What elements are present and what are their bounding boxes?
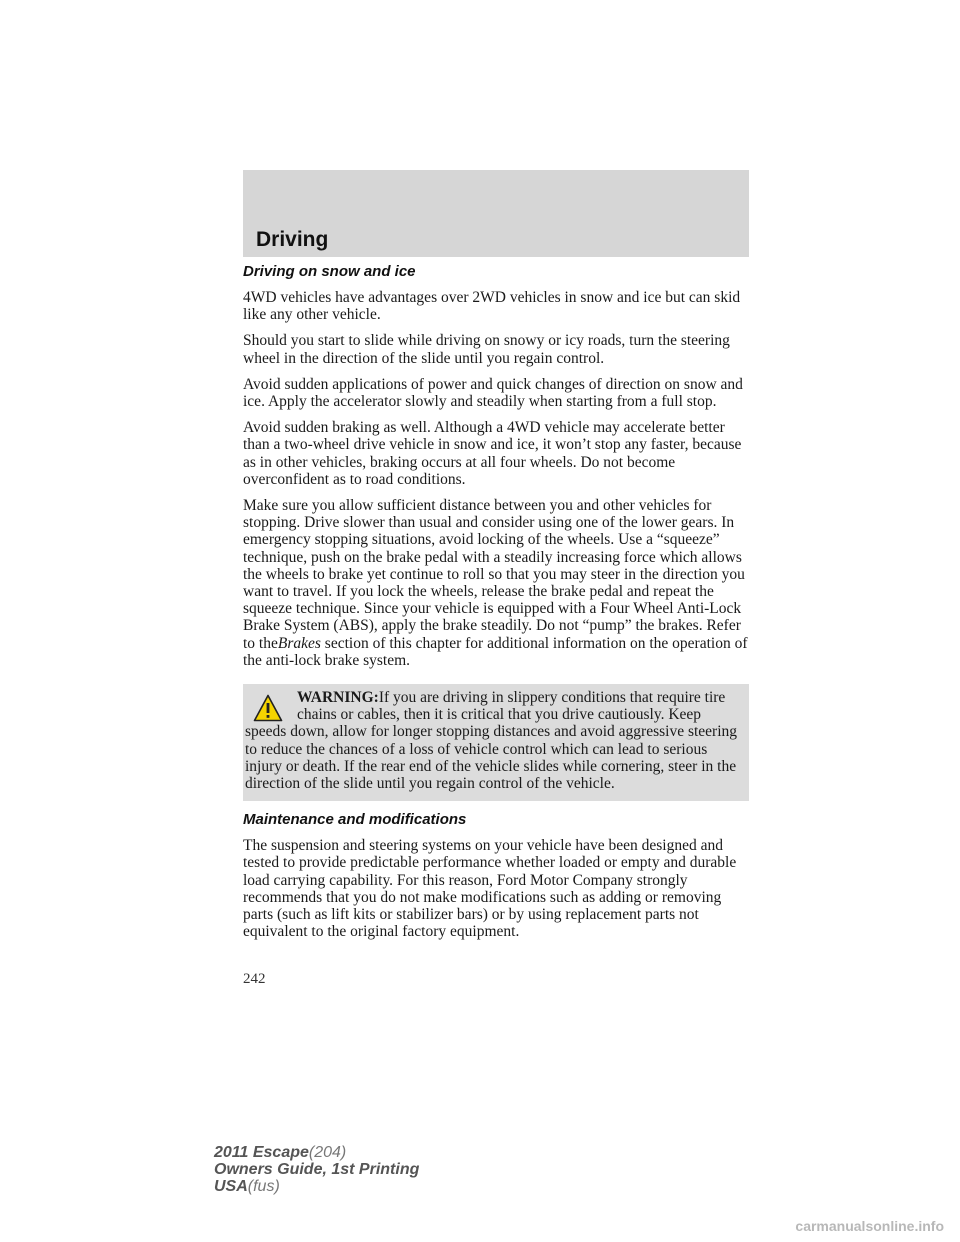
footer-market: USA	[214, 1178, 248, 1195]
section-heading-snow-ice: Driving on snow and ice	[243, 263, 416, 280]
footer-line-model	[214, 1144, 419, 1161]
footer-market-code: (fus)	[247, 1178, 280, 1195]
paragraph-stopping-distance	[243, 497, 749, 669]
chapter-header-band	[243, 170, 749, 257]
footer-model-code: (204)	[308, 1144, 347, 1161]
paragraph-avoid-sudden-braking: Avoid sudden braking as well. Although a 4WD vehicle may accelerate better than a two-wheel drive vehicle in snow and ice, it won’t stop any faster, because as in other vehicles, braking occurs at all four wheels. Do not become overconfident as to road conditions.	[243, 419, 742, 488]
page-number: 242	[243, 971, 266, 987]
warning-box	[243, 684, 749, 801]
footer-print-info	[214, 1144, 419, 1195]
paragraph-maintenance: The suspension and steering systems on your vehicle have been designed and tested to provide predictable performance whether loaded or empty and durable load carrying capability. For this reason, Ford Motor Company strongly recommends that you do not make modifications such as adding or removing parts (such as lift kits or stabilizer bars) or by using replacement parts not equivalent to the original factory equipment.	[243, 837, 737, 941]
paragraph-slide-steering: Should you start to slide while driving on snowy or icy roads, turn the steering wheel in the direction of the slide until you regain control.	[243, 332, 730, 367]
paragraph-avoid-sudden-power: Avoid sudden applications of power and quick changes of direction on snow and ice. Apply the accelerator slowly and steadily when starting from a full stop.	[243, 375, 743, 411]
paragraph-4wd-advantages: 4WD vehicles have advantages over 2WD vehicles in snow and ice but can skid like any other vehicle.	[243, 289, 741, 324]
chapter-title: Driving	[256, 228, 329, 251]
footer-line-market	[214, 1178, 419, 1195]
stopping-text-after: section of this chapter for additional information on the operation of the anti-lock brake system.	[243, 634, 748, 669]
warning-triangle-icon	[253, 694, 283, 722]
brakes-section-reference: Brakes	[277, 634, 321, 652]
footer-model: 2011 Escape	[214, 1144, 309, 1161]
warning-text	[245, 689, 741, 792]
watermark-text: carmanualsonline.info	[795, 1218, 944, 1234]
section-heading-maintenance: Maintenance and modifications	[243, 811, 467, 829]
stopping-text-before: Make sure you allow sufficient distance between you and other vehicles for stopping. Drive slower than usual and consider using one of the lower gears. In emergency stopping situations, avoid locking of the wheels. Use a “squeeze” technique, push on the brake pedal with a steadily increasing force which allows the wheels to brake yet continue to roll so that you may steer in the direction you want to travel. If you lock the wheels, release the brake pedal and repeat the squeeze technique. Since your vehicle is equipped with a Four Wheel Anti-Lock Brake System (ABS), apply the brake steadily. Do not “pump” the brakes. Refer to the	[243, 497, 745, 652]
warning-label: WARNING:	[297, 689, 379, 707]
footer-printing: Owners Guide, 1st Printing	[214, 1161, 420, 1178]
page-content	[243, 263, 749, 950]
warning-body: If you are driving in slippery conditions that require tire chains or cables, then it is critical that you drive cautiously. Keep speeds down, allow for longer stopping distances and avoid aggressive steering to reduce the chances of a loss of vehicle control which can lead to serious injury or death. If the rear end of the vehicle slides while cornering, steer in the direction of the slide until you regain control of the vehicle.	[245, 689, 738, 793]
